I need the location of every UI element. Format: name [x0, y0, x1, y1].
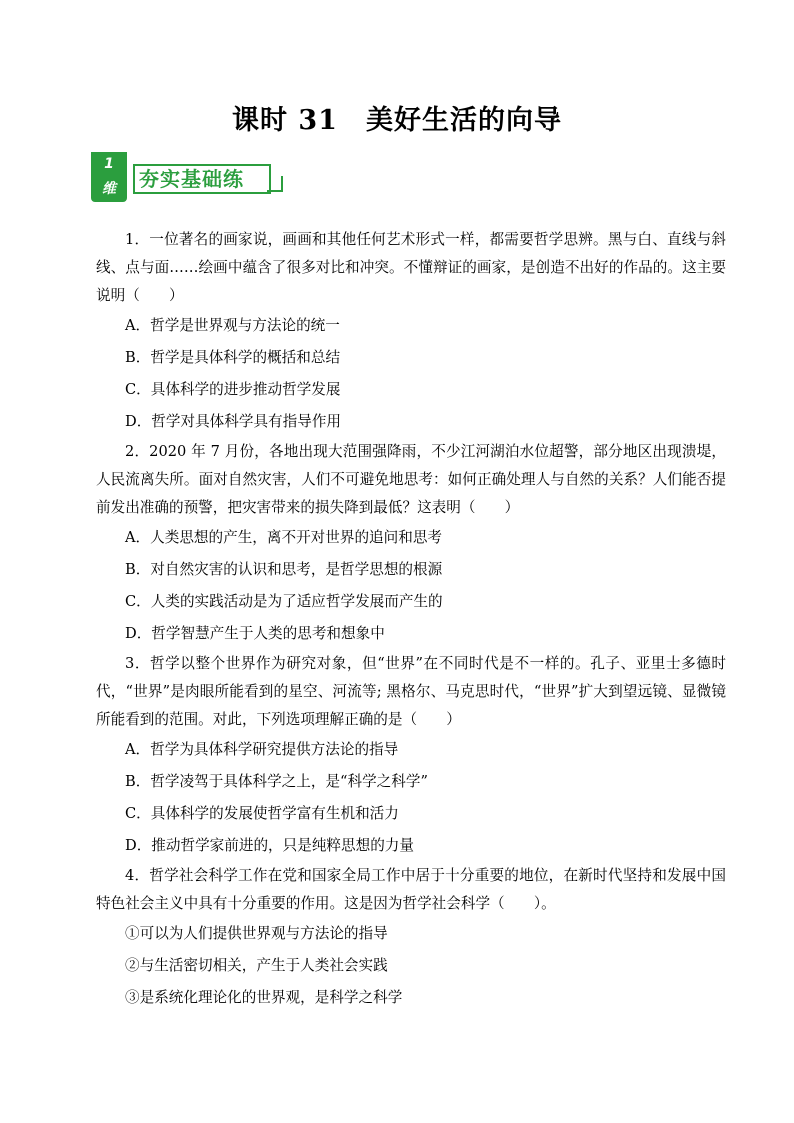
question-3-option-a: A．哲学为具体科学研究提供方法论的指导	[125, 741, 399, 758]
question-3-option-b: B．哲学凌驾于具体科学之上，是“科学之科学”	[125, 773, 428, 790]
question-2-option-a: A．人类思想的产生，离不开对世界的追问和思考	[125, 529, 443, 546]
section-number-box	[91, 152, 127, 202]
section-sub: 维	[102, 181, 116, 197]
question-2-option-b: B．对自然灾害的认识和思考，是哲学思想的根源	[125, 561, 443, 578]
question-4-option-1: ①可以为人们提供世界观与方法论的指导	[125, 925, 388, 942]
question-2-option-c: C．人类的实践活动是为了适应哲学发展而产生的	[125, 593, 443, 610]
question-1-option-a: A．哲学是世界观与方法论的统一	[125, 317, 340, 334]
question-3-option-d: D．推动哲学家前进的，只是纯粹思想的力量	[125, 837, 414, 854]
page-title	[0, 98, 794, 137]
question-1-option-d: D．哲学对具体科学具有指导作用	[125, 413, 342, 430]
question-4-option-2: ②与生活密切相关，产生于人类社会实践	[125, 957, 388, 974]
question-4-stem: 4．哲学社会科学工作在党和国家全局工作中居于十分重要的地位，在新时代坚持和发展中国特色社会主义中具有十分重要的作用。这是因为哲学社会科学（ ）。	[96, 867, 726, 912]
question-2-stem: 2．2020 年 7 月份，各地出现大范围强降雨，不少江河湖泊水位超警，部分地区出现溃堤，人民流离失所。面对自然灾害，人们不可避免地思考：如何正确处理人与自然的关系？人们能否提前发出准确的预警，把灾害带来的损失降到最低？这表明（ ）	[96, 443, 726, 516]
question-list	[96, 226, 726, 1014]
question-2-option-d: D．哲学智慧产生于人类的思考和想象中	[125, 625, 385, 642]
question-4-option-3: ③是系统化理论化的世界观，是科学之科学	[125, 989, 403, 1006]
section-badge-tail	[267, 176, 283, 192]
section-number: 1	[104, 156, 114, 172]
section-label-box	[133, 164, 271, 194]
question-3-option-c: C．具体科学的发展使哲学富有生机和活力	[125, 805, 399, 822]
question-1-stem: 1．一位著名的画家说，画画和其他任何艺术形式一样，都需要哲学思辨。黑与白、直线与斜线、点与面……绘画中蕴含了很多对比和冲突。不懂辩证的画家，是创造不出好的作品的。这主要说明（ ）	[96, 231, 726, 304]
question-3-stem: 3．哲学以整个世界作为研究对象，但“世界”在不同时代是不一样的。孔子、亚里士多德时代，“世界”是肉眼所能看到的星空、河流等; 黑格尔、马克思时代，“世界”扩大到望远镜、显微镜所能看到的范围。对此，下列选项理解正确的是（ ）	[96, 655, 726, 728]
lesson-number: 课时 31	[232, 105, 338, 136]
section-badge	[91, 152, 287, 204]
question-1-option-c: C．具体科学的进步推动哲学发展	[125, 381, 341, 398]
question-1-option-b: B．哲学是具体科学的概括和总结	[125, 349, 341, 366]
section-label: 夯实基础练	[139, 167, 244, 191]
lesson-title: 美好生活的向导	[365, 105, 562, 136]
